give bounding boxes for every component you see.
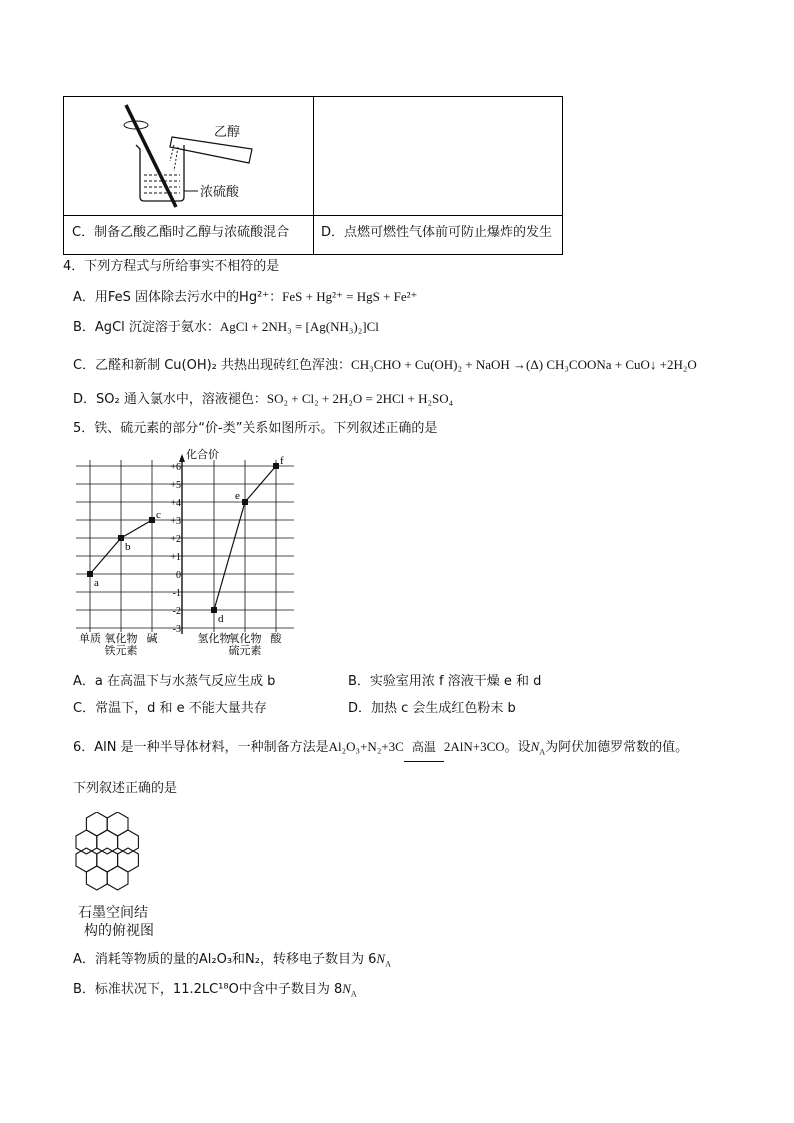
q6-option-b (73, 980, 357, 1004)
y-tick-label: +1 (170, 552, 181, 563)
q6-stem-post: 。设 (504, 740, 531, 755)
y-tick-label: -2 (172, 606, 181, 617)
point-label-a: a (94, 577, 99, 589)
graphite-hexagon (118, 830, 139, 854)
iron-category-label: 单质 (79, 632, 101, 645)
graphite-caption-1: 石墨空间结 (78, 905, 148, 921)
q6-na-sub: A (539, 747, 546, 757)
point-e (242, 499, 248, 505)
y-tick-label: -1 (172, 588, 181, 599)
q6-b-na-sub: A (350, 989, 357, 999)
q4-d-text: D．SO₂ 通入氯水中，溶液褪色： (73, 392, 267, 407)
y-tick-label: 0 (176, 570, 181, 581)
q6-option-a (73, 950, 391, 974)
point-c (149, 517, 155, 523)
q6-na-symbol: N (530, 739, 540, 754)
point-label-e: e (235, 490, 240, 502)
q6-stem-end: 为阿伏加德罗常数的值。 (545, 740, 689, 755)
q6-reactants: Al₂O₃+N₂+3C (328, 739, 404, 754)
q6-condition: 高温 (411, 739, 436, 754)
point-d (211, 607, 217, 613)
q6-line2: 下列叙述正确的是 (73, 781, 178, 796)
q5-stem: 5．铁、硫元素的部分“价-类”关系如图所示。下列叙述正确的是 (73, 421, 438, 436)
q4-a-text: A．用FeS 固体除去污水中的Hg²⁺： (73, 290, 283, 305)
q4-option-c (73, 356, 697, 375)
y-tick-label: +6 (170, 462, 181, 473)
q5-option-b: B．实验室用浓 f 溶液干燥 e 和 d (348, 674, 542, 689)
iron-group-label: 铁元素 (104, 644, 138, 657)
y-axis-arrow (179, 454, 185, 462)
q4-c-equation: CH₃CHO + Cu(OH)₂ + NaOH →(Δ) CH₃COONa + CuO↓ +2H₂O (351, 357, 697, 372)
y-tick-label: +3 (170, 516, 181, 527)
q5-option-c: C．常温下，d 和 e 不能大量共存 (73, 701, 267, 716)
q4-option-a (73, 288, 417, 307)
point-f (273, 463, 279, 469)
q6-b-na: N (342, 981, 351, 996)
q6-a-na-sub: A (385, 959, 391, 969)
point-label-b: b (125, 541, 131, 553)
graphite-hexagon (86, 866, 107, 890)
graphite-structure-icon (72, 812, 164, 898)
y-axis-label: 化合价 (186, 448, 219, 461)
q5-option-a: A．a 在高温下与水蒸气反应生成 b (73, 674, 276, 689)
graphite-caption-2: 构的俯视图 (84, 923, 154, 939)
q6-a-na: N (376, 951, 386, 966)
graphite-hexagon (76, 830, 97, 854)
graphite-hexagon (107, 866, 128, 890)
sulfur-group-label: 硫元素 (228, 644, 262, 657)
q4-b-equation: AgCl + 2NH₃ = [Ag(NH₃)₂]Cl (219, 319, 379, 334)
point-label-d: d (218, 613, 224, 625)
label-conc-sulfuric-acid: 浓硫酸 (200, 185, 240, 200)
q6-products: 2AlN+3CO (443, 739, 505, 754)
valence-class-chart (70, 446, 310, 666)
q4-c-text: C．乙醛和新制 Cu(OH)₂ 共热出现砖红色浑浊： (73, 358, 352, 373)
point-a (87, 571, 93, 577)
y-tick-label: +4 (170, 498, 181, 509)
sulfur-category-label: 氢化物 (197, 632, 231, 645)
q6-a-text: A．消耗等物质的量的Al₂O₃和N₂，转移电子数目为 6 (73, 952, 377, 967)
point-b (118, 535, 124, 541)
sulfur-category-label: 氧化物 (228, 632, 262, 645)
q4-d-equation: SO₂ + Cl₂ + 2H₂O = 2HCl + H₂SO₄ (266, 391, 454, 406)
q4-b-text: B．AgCl 沉淀溶于氨水： (73, 320, 220, 335)
apparatus-table (63, 96, 563, 255)
q6-stem (73, 738, 688, 762)
q6-b-text: B．标准状况下，11.2LC¹⁸O中含中子数目为 8 (73, 982, 343, 997)
iron-category-label: 氧化物 (104, 632, 138, 645)
point-label-f: f (280, 455, 284, 467)
y-tick-label: -3 (172, 624, 181, 635)
q4-option-d (73, 390, 453, 409)
iron-category-label: 碱 (146, 632, 158, 645)
table-cell-d: D．点燃可燃性气体前可防止爆炸的发生 (321, 225, 553, 240)
q6-stem-pre: 6．AlN 是一种半导体材料，一种制备方法是 (73, 740, 329, 755)
q4-a-equation: FeS + Hg²⁺ = HgS + Fe²⁺ (282, 289, 418, 304)
q4-stem: 4．下列方程式与所给事实不相符的是 (63, 259, 280, 274)
sulfur-category-label: 酸 (270, 632, 282, 645)
label-ethanol: 乙醇 (214, 125, 241, 140)
table-cell-c: C．制备乙酸乙酯时乙醇与浓硫酸混合 (72, 225, 290, 240)
q5-option-d: D．加热 c 会生成红色粉末 b (348, 701, 516, 716)
y-tick-label: +5 (170, 480, 181, 491)
point-label-c: c (156, 509, 161, 521)
y-tick-label: +2 (170, 534, 181, 545)
q4-option-b (73, 318, 379, 337)
graphite-hexagon (97, 830, 118, 854)
